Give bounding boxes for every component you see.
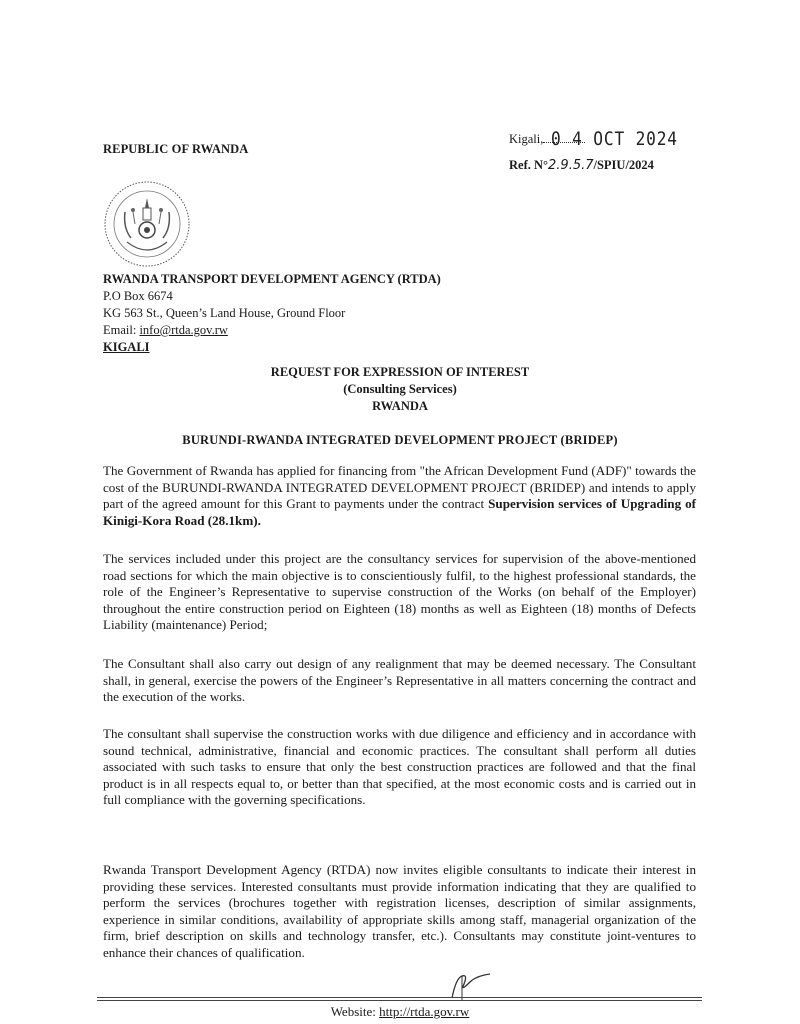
footer-divider-bottom bbox=[97, 1000, 702, 1001]
agency-city: KIGALI bbox=[103, 340, 150, 354]
contract-name: Supervision services of Upgrading of Kinigi-Kora Road (28.1km). bbox=[103, 496, 696, 528]
website-label: Website: bbox=[330, 1004, 380, 1019]
document-title: REQUEST FOR EXPRESSION OF INTEREST bbox=[270, 365, 530, 379]
project-title: BURUNDI-RWANDA INTEGRATED DEVELOPMENT PROJECT (BRIDEP) bbox=[182, 433, 618, 447]
ref-label: Ref. N° bbox=[509, 158, 549, 172]
agency-address-block bbox=[103, 271, 441, 356]
ref-suffix: /SPIU/2024 bbox=[593, 158, 654, 172]
agency-name: RWANDA TRANSPORT DEVELOPMENT AGENCY (RTDA) bbox=[103, 272, 441, 286]
footer-divider-top bbox=[97, 997, 702, 998]
document-subtitle: (Consulting Services) bbox=[343, 382, 457, 396]
kigali-label: Kigali, bbox=[509, 132, 544, 146]
footer-website bbox=[0, 1004, 800, 1020]
agency-po-box: P.O Box 6674 bbox=[103, 289, 173, 303]
reference-number bbox=[509, 158, 654, 173]
ref-number: 2.9.5.7 bbox=[548, 158, 594, 173]
republic-heading: REPUBLIC OF RWANDA bbox=[103, 142, 249, 156]
paragraph-services: The services included under this project are the consultancy services for supervision of the above-mentioned road sections for which the main objective is to conscientiously fulfil, to the highest professional standards, the role of the Engineer’s Representative to supervise construction of the Works (on behalf of the Employer) throughout the entire construction period on Eighteen (18) months as well as Eighteen (18) months of Defects Liability (maintenance) Period; bbox=[103, 551, 696, 633]
paragraph-supervision: The consultant shall supervise the construction works with due diligence and efficiency and in accordance with sound technical, administrative, financial and economic practices. The consultant shall perform all duties associated with such tasks to ensure that only the best construction practices are followed and that the final product is in all respects equal to, or better than that specified, at the most economic costs and is carried out in full compliance with the governing specifications. bbox=[103, 726, 696, 808]
agency-address: KG 563 St., Queen’s Land House, Ground Floor bbox=[103, 306, 346, 320]
paragraph-invitation: Rwanda Transport Development Agency (RTDA) now invites eligible consultants to indicate their interest in providing these services. Interested consultants must provide information indicating that they are qualified to perform the services (brochures together with registration licenses, description of similar assignments, experience in similar conditions, availability of appropriate skills among staff, managerial organization of the firm, brief description on skills and technology transfer, etc.). Consultants may constitute joint-ventures to enhance their chances of qualification. bbox=[103, 862, 696, 960]
website-link[interactable]: http://rtda.gov.rw bbox=[379, 1004, 470, 1019]
email-link[interactable]: info@rtda.gov.rw bbox=[139, 323, 228, 337]
rwanda-seal-icon bbox=[97, 178, 197, 270]
paragraph-financing bbox=[103, 463, 696, 529]
document-country: RWANDA bbox=[372, 399, 428, 413]
agency-email-line bbox=[103, 322, 441, 339]
paragraph-financing-text: The Government of Rwanda has applied for financing from "the African Development Fund (ADF)" towards the cost of the BURUNDI-RWANDA INTEGRATED DEVELOPMENT PROJECT (BRIDEP) and intends to apply part of the agreed amount for this Grant to payments under the contract bbox=[103, 463, 696, 512]
paragraph-design: The Consultant shall also carry out design of any realignment that may be deemed necessary. The Consultant shall, in general, exercise the powers of the Engineer’s Representative in all matters concerning the contract and the execution of the works. bbox=[103, 656, 696, 705]
date-stamp: 0 4 OCT 2024 bbox=[551, 128, 678, 150]
email-label: Email: bbox=[103, 323, 140, 337]
